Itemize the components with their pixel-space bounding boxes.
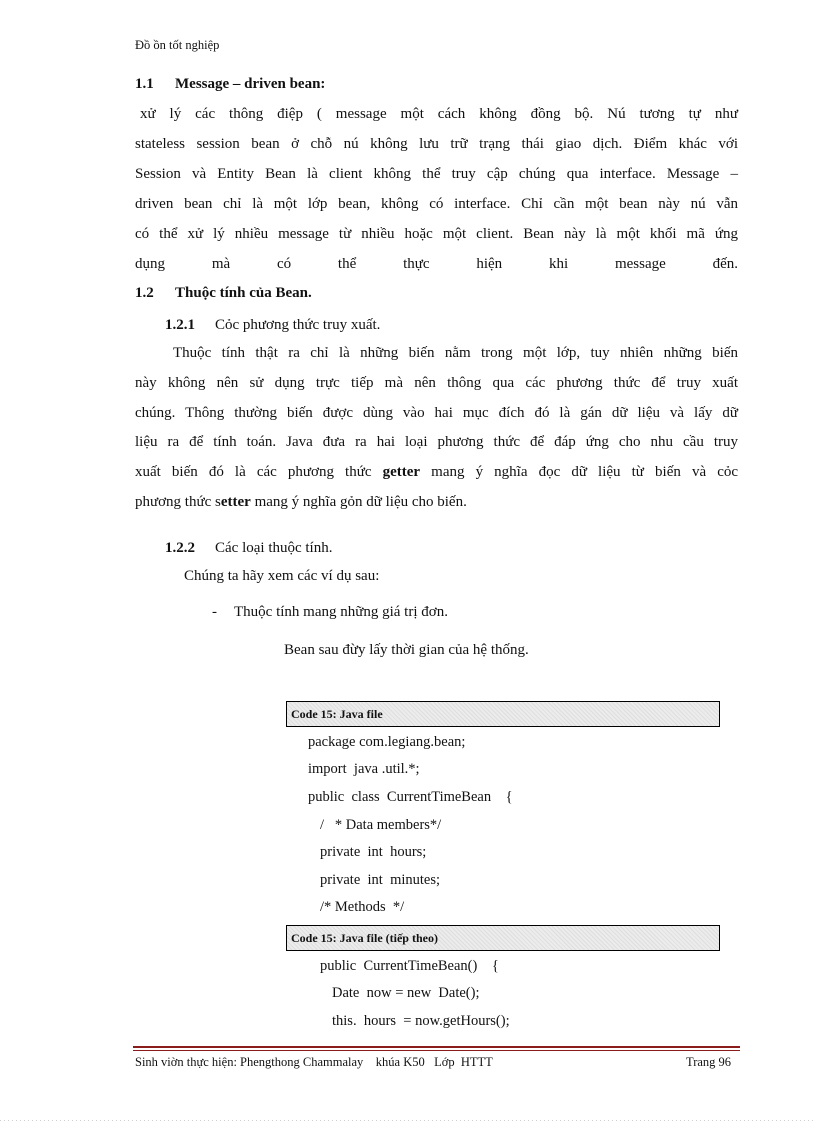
paragraph-line: dụng mà có thể thực hiện khi message đến. bbox=[135, 256, 738, 272]
code-line: /* Methods */ bbox=[320, 899, 405, 915]
paragraph-line: Session và Entity Bean là client không thể truy cập chúng qua interface. Message – bbox=[135, 166, 738, 182]
heading-1-2 bbox=[135, 285, 312, 302]
paragraph-line: stateless session bean ở chỗ nú không lưu trữ trạng thái giao dịch. Điểm khác với bbox=[135, 136, 738, 152]
footer-page-number: Trang 96 bbox=[686, 1055, 732, 1069]
code-line: this. hours = now.getHours(); bbox=[332, 1013, 510, 1029]
heading-1-1 bbox=[135, 76, 325, 93]
bean-note: Bean sau đừy lấy thời gian của hệ thống. bbox=[284, 642, 529, 658]
code-line: private int minutes; bbox=[320, 872, 441, 888]
footer-rule-thick bbox=[133, 1046, 740, 1048]
heading-number: 1.2.1 bbox=[165, 317, 195, 333]
heading-title: Thuộc tính của Bean. bbox=[175, 285, 312, 301]
footer-student-info: Sinh viờn thực hiện: Phengthong Chammalay khúa K50 Lớp HTTT bbox=[135, 1055, 493, 1069]
heading-1-2-2 bbox=[165, 540, 332, 557]
heading-title: Cỏc phương thức truy xuất. bbox=[215, 317, 381, 333]
bullet-item: Thuộc tính mang những giá trị đơn. bbox=[234, 604, 448, 620]
paragraph-line: liệu ra để tính toán. Java đưa ra hai loại phương thức để đáp ứng cho nhu cầu truy bbox=[135, 434, 738, 451]
text-run: mang ý nghĩa đọc dữ liệu từ biến và cỏc bbox=[420, 464, 739, 481]
code-line: package com.legiang.bean; bbox=[308, 734, 466, 750]
paragraph-line: này không nên sử dụng trực tiếp mà nên thông qua các phương thức để truy xuất bbox=[135, 374, 738, 391]
text-run: xuất biến đó là các phương thức bbox=[135, 464, 383, 481]
text-run: mang ý nghĩa gỏn dữ liệu cho biến. bbox=[250, 493, 467, 510]
code-caption: Code 15: Java file bbox=[286, 701, 720, 727]
code-line: public class CurrentTimeBean { bbox=[308, 789, 513, 805]
heading-number: 1.2 bbox=[135, 285, 154, 301]
examples-intro: Chúng ta hãy xem các ví dụ sau: bbox=[184, 568, 380, 584]
paragraph-line: Thuộc tính thật ra chỉ là những biến nằm trong một lớp, tuy nhiên những biến bbox=[173, 345, 738, 361]
paragraph-line: driven bean chỉ là một lớp bean, không có interface. Chỉ cần một bean này nú vẫn bbox=[135, 196, 738, 212]
paragraph-message-driven-bean bbox=[135, 99, 738, 279]
heading-title: Các loại thuộc tính. bbox=[215, 540, 333, 556]
footer-rule-thin bbox=[133, 1050, 740, 1051]
code-caption-continued: Code 15: Java file (tiếp theo) bbox=[286, 925, 720, 951]
page-edge-divider bbox=[0, 1120, 816, 1121]
page-header: Đồ ồn tốt nghiệp bbox=[135, 38, 220, 52]
bullet-dash: - bbox=[212, 604, 217, 620]
code-line: / * Data members*/ bbox=[320, 817, 442, 833]
heading-title: Message – driven bean: bbox=[175, 76, 326, 92]
code-line: public CurrentTimeBean() { bbox=[320, 958, 499, 974]
heading-number: 1.2.2 bbox=[165, 540, 195, 556]
code-line: import java .util.*; bbox=[308, 761, 420, 777]
keyword-getter: getter bbox=[382, 464, 421, 481]
paragraph-line: có thể xử lý nhiều message từ nhiều hoặc một client. Bean này là một khối mã ứng bbox=[135, 226, 738, 242]
heading-1-2-1 bbox=[165, 317, 380, 334]
text-run: phương thức s bbox=[135, 493, 221, 510]
heading-number: 1.1 bbox=[135, 76, 154, 92]
paragraph-line bbox=[135, 458, 738, 488]
paragraph-line bbox=[135, 488, 738, 518]
paragraph-line: chúng. Thông thường biến được dùng vào hai mục đích đó là gán dữ liệu và lấy dữ bbox=[135, 404, 738, 421]
code-line: private int hours; bbox=[320, 844, 427, 860]
paragraph-line: xử lý các thông điệp ( message một cách không đồng bộ. Nú tương tự như bbox=[140, 106, 738, 122]
code-line: Date now = new Date(); bbox=[332, 985, 480, 1001]
paragraph-accessors bbox=[135, 339, 738, 518]
keyword-setter: etter bbox=[220, 493, 251, 510]
